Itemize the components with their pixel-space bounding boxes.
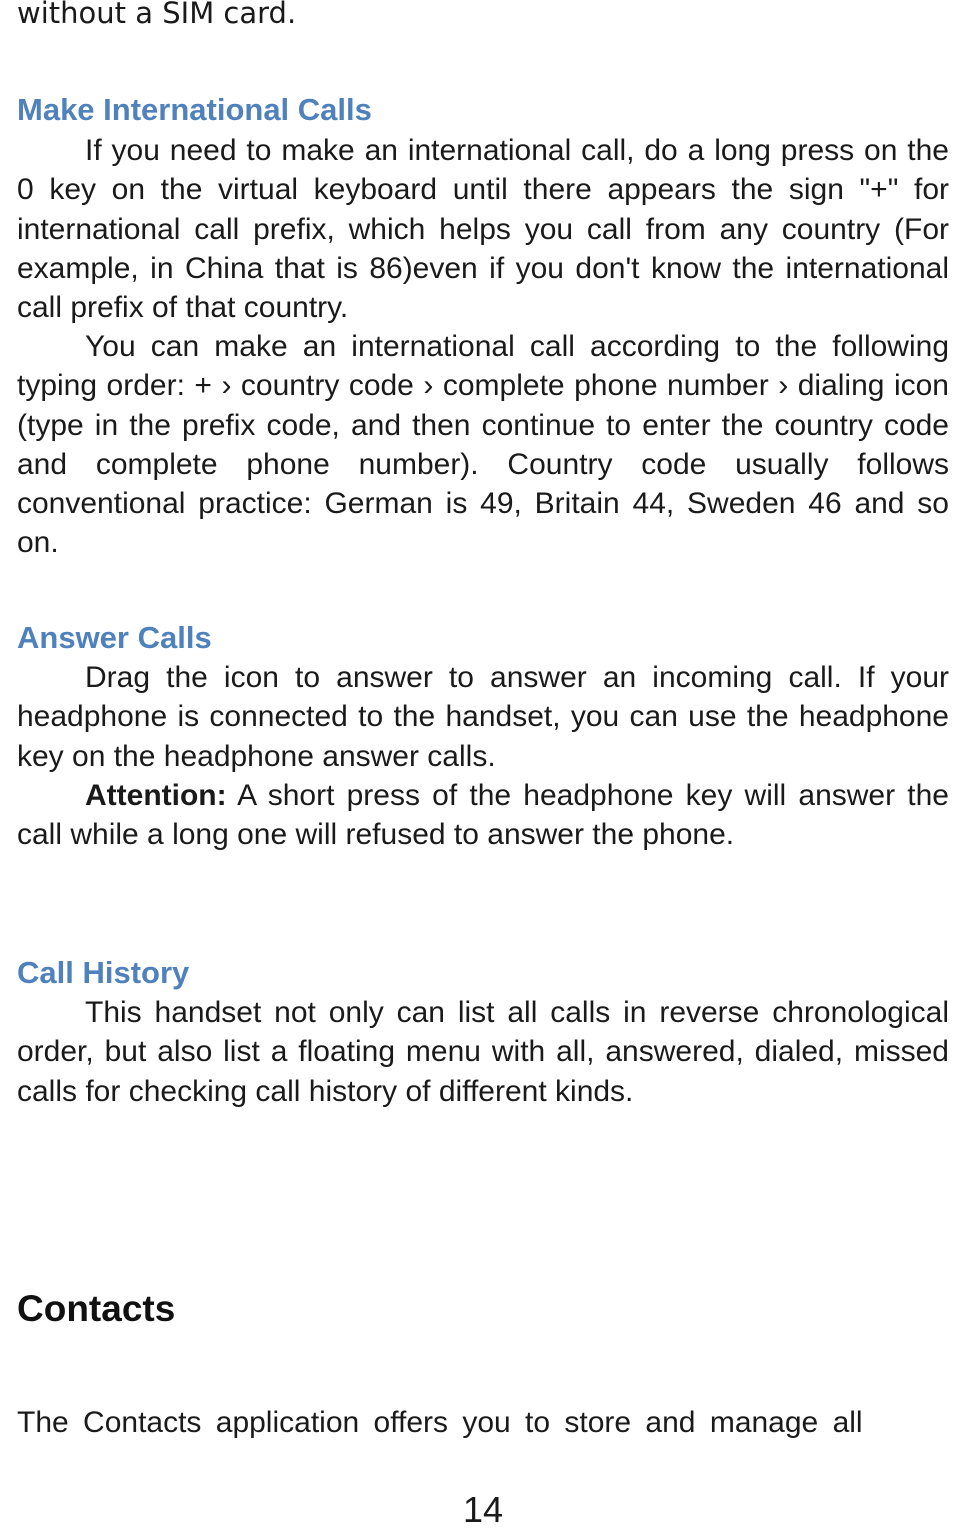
heading-contacts: Contacts	[17, 1288, 176, 1329]
attention-text: A short press of the headphone key will answer the call while a long one will refused to answer the phone.	[17, 779, 949, 852]
heading-call-history: Call History	[17, 955, 190, 990]
paragraph-attention	[17, 776, 949, 855]
paragraph-answer-calls: Drag the icon to answer to answer an incoming call. If your headphone is connected to the handset, you can use the headphone key on the headphone answer calls.	[17, 661, 949, 773]
paragraph-international-prefix: If you need to make an international call, do a long press on the 0 key on the virtual keyboard until there appears the sign "+" for international call prefix, which helps you call from any country (For example, in China that is 86)even if you don't know the international call prefix of that country.	[17, 134, 949, 325]
paragraph-international-order: You can make an international call according to the following typing order: + › country code › complete phone number › dialing icon (type in the prefix code, and then continue to enter the country code and complete phone number). Country code usually follows conventional practice: German is 49, Britain 44, Sweden 46 and so on.	[17, 330, 949, 560]
document-page	[17, 0, 949, 1536]
attention-label: Attention:	[85, 779, 227, 812]
page-number: 14	[462, 1489, 504, 1530]
heading-answer-calls: Answer Calls	[17, 620, 212, 655]
paragraph-contacts: The Contacts application offers you to store and manage all	[17, 1406, 863, 1439]
continuation-text: without a SIM card.	[17, 0, 297, 30]
heading-make-international-calls: Make International Calls	[17, 92, 372, 127]
paragraph-call-history: This handset not only can list all calls in reverse chronological order, but also list a floating menu with all, answered, dialed, missed calls for checking call history of different kinds.	[17, 996, 949, 1108]
